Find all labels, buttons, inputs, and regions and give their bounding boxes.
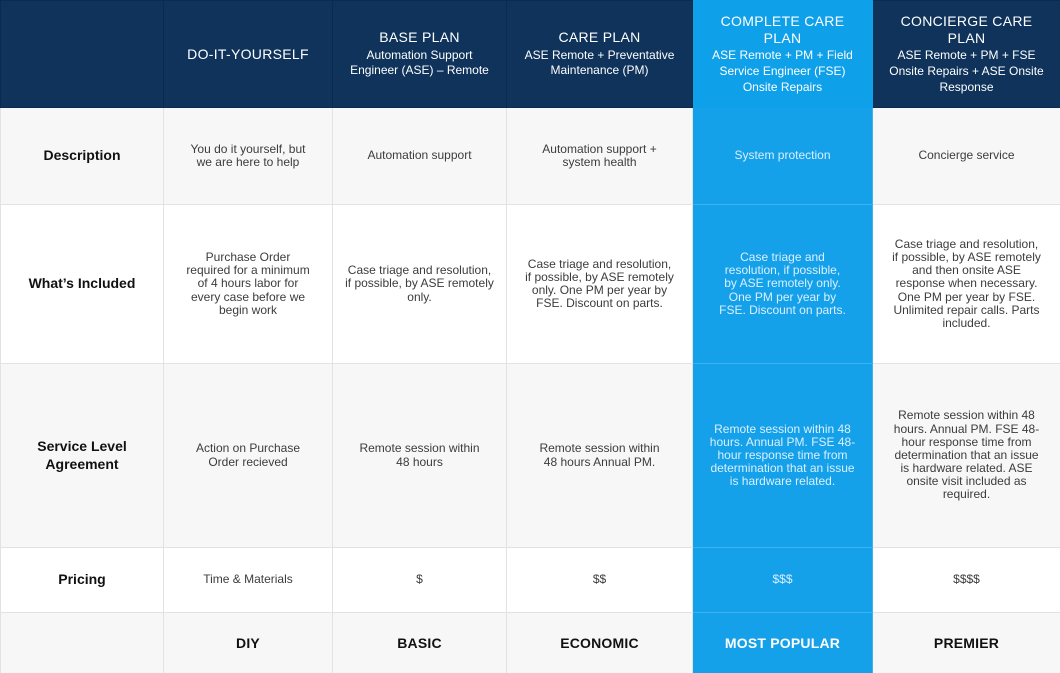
row-label-description: Description xyxy=(1,108,164,205)
plan-header-complete xyxy=(693,1,873,108)
description-cell: You do it yourself, but we are here to help xyxy=(164,108,333,205)
tier-corner xyxy=(1,613,164,673)
tier-label: ECONOMIC xyxy=(507,613,693,673)
plan-subtitle: ASE Remote + PM + FSE Onsite Repairs + ASE Onsite Response xyxy=(889,48,1044,94)
sla-cell: Remote session within 48 hours. Annual PM. FSE 48-hour response time from determination that an issue is hardware related. ASE onsite visit included as required. xyxy=(873,364,1060,548)
tier-label: PREMIER xyxy=(873,613,1060,673)
tier-label: DIY xyxy=(164,613,333,673)
description-cell: Automation support + system health xyxy=(507,108,693,205)
plan-subtitle: ASE Remote + PM + Field Service Engineer (FSE) Onsite Repairs xyxy=(712,48,853,94)
sla-cell: Remote session within 48 hours. Annual PM. FSE 48-hour response time from determination that an issue is hardware related. xyxy=(693,364,873,548)
pricing-cell: $$$$ xyxy=(873,548,1060,613)
plan-subtitle: ASE Remote + Preventative Maintenance (PM) xyxy=(524,47,675,78)
included-cell: Case triage and resolution, if possible, by ASE remotely only. One PM per year by FSE. Discount on parts. xyxy=(507,205,693,364)
sla-cell: Remote session within 48 hours Annual PM. xyxy=(507,364,693,548)
plan-title: DO-IT-YOURSELF xyxy=(187,45,309,62)
included-cell: Case triage and resolution, if possible, by ASE remotely only. xyxy=(333,205,507,364)
pricing-cell: $$$ xyxy=(693,548,873,613)
tier-label-most-popular: MOST POPULAR xyxy=(693,613,873,673)
included-row xyxy=(1,205,1060,364)
plan-title: BASE PLAN xyxy=(379,29,460,45)
header-row xyxy=(1,1,1060,108)
description-row xyxy=(1,108,1060,205)
plan-subtitle: Automation Support Engineer (ASE) – Remote xyxy=(350,47,489,78)
included-cell: Purchase Order required for a minimum of 4 hours labor for every case before we begin work xyxy=(164,205,333,364)
included-cell: Case triage and resolution, if possible, by ASE remotely and then onsite ASE response when necessary. One PM per year by FSE. Unlimited repair calls. Parts included. xyxy=(873,205,1060,364)
plan-header-base xyxy=(333,1,507,108)
plan-header-care xyxy=(507,1,693,108)
plan-title: CARE PLAN xyxy=(558,29,641,45)
tier-label: BASIC xyxy=(333,613,507,673)
plan-title: COMPLETE CARE PLAN xyxy=(720,12,845,46)
row-label-pricing: Pricing xyxy=(1,548,164,613)
pricing-cell: Time & Materials xyxy=(164,548,333,613)
pricing-cell: $$ xyxy=(507,548,693,613)
sla-row xyxy=(1,364,1060,548)
pricing-row xyxy=(1,548,1060,613)
header-corner xyxy=(1,1,164,108)
plan-title: CONCIERGE CARE PLAN xyxy=(900,12,1033,46)
sla-cell: Remote session within 48 hours xyxy=(333,364,507,548)
description-cell: Automation support xyxy=(333,108,507,205)
sla-cell: Action on Purchase Order recieved xyxy=(164,364,333,548)
description-cell: System protection xyxy=(693,108,873,205)
plan-header-concierge xyxy=(873,1,1060,108)
included-cell: Case triage and resolution, if possible, by ASE remotely only. One PM per year by FSE. Discount on parts. xyxy=(693,205,873,364)
pricing-cell: $ xyxy=(333,548,507,613)
row-label-included: What’s Included xyxy=(1,205,164,364)
description-cell: Concierge service xyxy=(873,108,1060,205)
plan-header-diy xyxy=(164,1,333,108)
row-label-sla: Service Level Agreement xyxy=(1,364,164,548)
tier-row xyxy=(1,613,1060,673)
